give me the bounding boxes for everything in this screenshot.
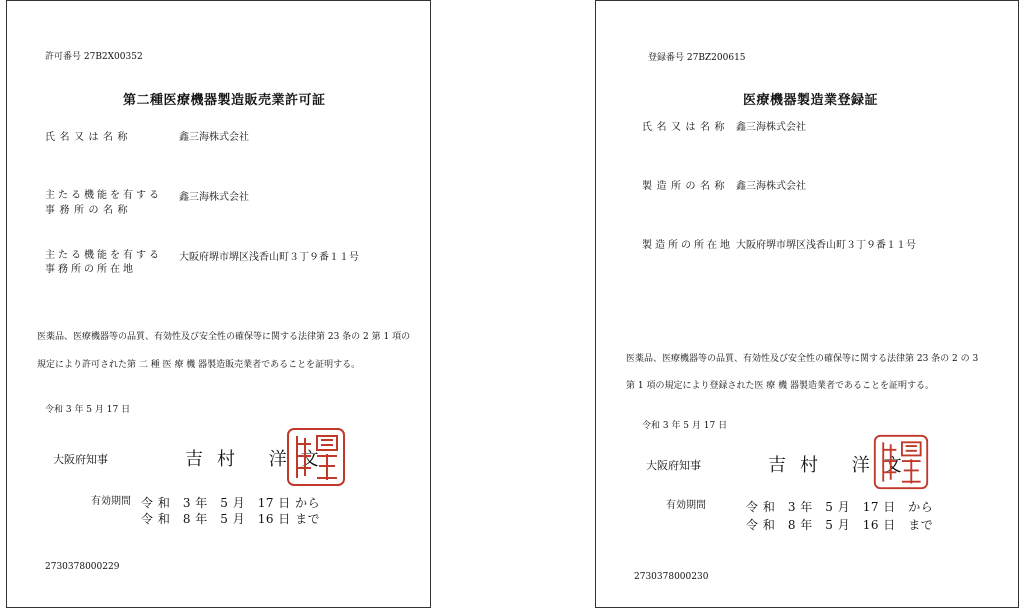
governor-title: 大阪府知事 xyxy=(646,459,701,472)
office-name-label-line2: 事務所の名称 xyxy=(45,205,132,216)
validity-from: 令 和 3 年 5 月 17 日 から xyxy=(746,500,934,514)
certification-text-line1: 医薬品、医療機器等の品質、有効性及び安全性の確保等に関する法律第 23 条の 2 第 1 項の xyxy=(37,332,411,342)
serial-number: 2730378000230 xyxy=(634,572,709,582)
governor-signature: 吉村 洋文 xyxy=(768,455,916,476)
certification-text-line1: 医薬品、医療機器等の品質、有効性及び安全性の確保等に関する法律第 23 条の 2 の 3 xyxy=(626,354,979,364)
issue-date: 令和 3 年 5 月 17 日 xyxy=(45,405,131,415)
office-address-label-line1: 主たる機能を有する xyxy=(45,250,162,261)
site-address-value: 大阪府堺市堺区浅香山町３丁９番１１号 xyxy=(736,240,916,251)
site-name-label: 製造所の名称 xyxy=(642,181,729,192)
validity-to: 令 和 8 年 5 月 16 日 まで xyxy=(746,518,934,532)
issue-date: 令和 3 年 5 月 17 日 xyxy=(642,421,728,431)
serial-number: 2730378000229 xyxy=(45,562,120,572)
permit-number: 許可番号 27B2X00352 xyxy=(45,52,143,62)
office-name-value: 鑫三海株式会社 xyxy=(179,192,249,203)
official-seal-icon xyxy=(285,426,347,488)
governor-title: 大阪府知事 xyxy=(53,453,108,466)
validity-from: 令 和 3 年 5 月 17 日 から xyxy=(141,496,321,510)
validity-label: 有効期間 xyxy=(666,500,706,511)
office-address-label-line2: 事務所の所在地 xyxy=(45,264,136,275)
official-seal-icon xyxy=(872,433,930,491)
name-label: 氏名又は名称 xyxy=(45,132,132,143)
certification-text-line2: 規定により許可された第 二 種 医 療 機 器製造販売業者であることを証明する。 xyxy=(37,360,361,370)
governor-signature: 吉村 洋文 xyxy=(185,449,333,470)
site-name-value: 鑫三海株式会社 xyxy=(736,181,806,192)
license-certificate xyxy=(6,0,431,608)
name-value: 鑫三海株式会社 xyxy=(179,132,249,143)
certification-text-line2: 第 1 項の規定により登録された医 療 機 器製造業者であることを証明する。 xyxy=(626,381,935,391)
office-address-value: 大阪府堺市堺区浅香山町３丁９番１１号 xyxy=(179,252,359,263)
certificate-title: 第二種医療機器製造販売業許可証 xyxy=(123,93,326,108)
validity-to: 令 和 8 年 5 月 16 日 まで xyxy=(141,512,321,526)
name-value: 鑫三海株式会社 xyxy=(736,122,806,133)
validity-label: 有効期間 xyxy=(91,496,131,507)
office-name-label-line1: 主たる機能を有する xyxy=(45,190,162,201)
certificate-title: 医療機器製造業登録証 xyxy=(743,93,879,108)
name-label: 氏名又は名称 xyxy=(642,122,729,133)
site-address-label: 製造所の所在地 xyxy=(642,240,733,251)
registration-number: 登録番号 27BZ200615 xyxy=(648,53,746,63)
registration-certificate xyxy=(595,0,1019,608)
